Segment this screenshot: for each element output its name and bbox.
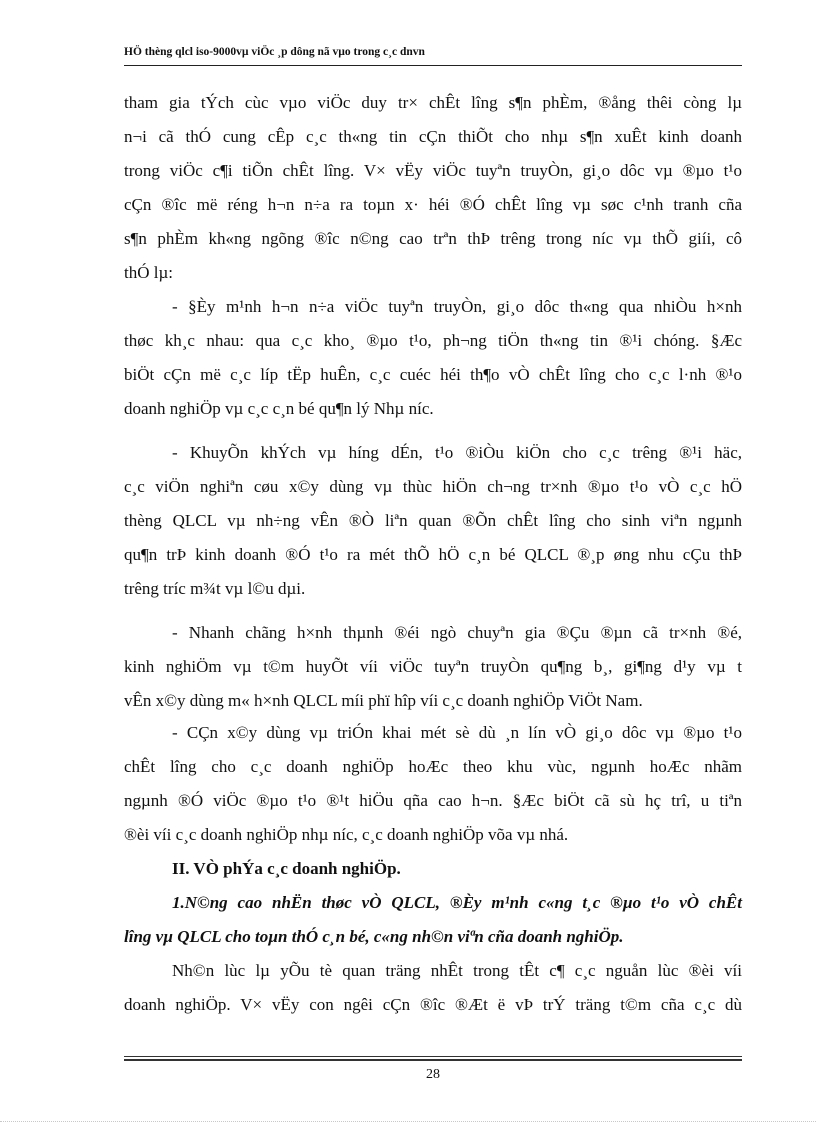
body-line: trong viÖc c¶i tiÕn chÊt lîng. V× vËy viÖc tuyªn truyÒn, gi¸o dôc vµ ®µo t¹o bbox=[124, 161, 742, 180]
bullet-paragraph-start: - CÇn x©y dùng vµ triÓn khai mét sè dù ¸n lín vÒ gi¸o dôc vµ ®µo t¹o bbox=[172, 723, 742, 742]
footer-rule-thick bbox=[124, 1059, 742, 1061]
body-line: biÖt cÇn më c¸c líp tËp huÊn, c¸c cuéc héi th¶o vÒ chÊt lîng cho c¸c l·nh ®¹o bbox=[124, 365, 742, 384]
body-line: chÊt lîng cho c¸c doanh nghiÖp hoÆc theo khu vùc, ngµnh hoÆc nhãm bbox=[124, 757, 742, 776]
page-number: 28 bbox=[426, 1067, 440, 1082]
body-line: trêng tríc m¾t vµ l©u dµi. bbox=[124, 579, 306, 598]
subsection-heading: 1.N©ng cao nhËn thøc vÒ QLCL, ®Èy m¹nh c«ng t¸c ®µo t¹o vÒ chÊt bbox=[172, 893, 742, 912]
paragraph-start: Nh©n lùc lµ yÕu tè quan träng nhÊt trong tÊt c¶ c¸c nguån lùc ®èi víi bbox=[172, 961, 742, 980]
body-line: cÇn ®îc më réng h¬n n÷a ra toµn x· héi ®Ó chÊt lîng vµ søc c¹nh tranh cña bbox=[124, 195, 742, 214]
body-line: s¶n phÈm kh«ng ngõng ®îc n©ng cao trªn thÞ trêng trong níc vµ thÕ giíi, cô bbox=[124, 229, 742, 248]
body-line: ®èi víi c¸c doanh nghiÖp nhµ níc, c¸c doanh nghiÖp võa vµ nhá. bbox=[124, 825, 569, 844]
page-edge-divider bbox=[0, 1121, 816, 1122]
header-rule bbox=[124, 65, 742, 66]
body-line: doanh nghiÖp vµ c¸c c¸n bé qu¶n lý Nhµ níc. bbox=[124, 399, 434, 418]
running-header: HÖ thèng qlcl iso-9000vµ viÖc ¸p dông nã vµo trong c¸c dnvn bbox=[124, 46, 425, 58]
bullet-paragraph-start: - §Èy m¹nh h¬n n÷a viÖc tuyªn truyÒn, gi¸o dôc th«ng qua nhiÒu h×nh bbox=[172, 297, 742, 316]
body-line: c¸c viÖn nghiªn cøu x©y dùng vµ thùc hiÖn ch¬ng tr×nh ®µo t¹o vÒ c¸c hÖ bbox=[124, 477, 742, 496]
body-line: thÓ lµ: bbox=[124, 263, 173, 282]
section-heading: II. VÒ phÝa c¸c doanh nghiÖp. bbox=[172, 859, 401, 878]
bullet-paragraph-start: - Nhanh chãng h×nh thµnh ®éi ngò chuyªn gia ®Çu ®µn cã tr×nh ®é, bbox=[172, 623, 742, 642]
body-line: doanh nghiÖp. V× vËy con ngêi cÇn ®îc ®Æt ë vÞ trÝ träng t©m cña c¸c dù bbox=[124, 995, 742, 1014]
bullet-paragraph-start: - KhuyÕn khÝch vµ híng dÉn, t¹o ®iÒu kiÖn cho c¸c trêng ®¹i häc, bbox=[172, 443, 742, 462]
body-line: qu¶n trÞ kinh doanh ®Ó t¹o ra mét thÕ hÖ c¸n bé QLCL ®¸p øng nhu cÇu thÞ bbox=[124, 545, 742, 564]
body-line: vÊn x©y dùng m« h×nh QLCL míi phï hîp víi c¸c doanh nghiÖp ViÖt Nam. bbox=[124, 691, 643, 710]
body-line: tham gia tÝch cùc vµo viÖc duy tr× chÊt lîng s¶n phÈm, ®ång thêi còng lµ bbox=[124, 93, 742, 112]
footer-rule bbox=[124, 1056, 742, 1057]
body-line: n¬i cã thÓ cung cÊp c¸c th«ng tin cÇn thiÕt cho nhµ s¶n xuÊt kinh doanh bbox=[124, 127, 742, 146]
body-line: ngµnh ®Ó viÖc ®µo t¹o ®¹t hiÖu qña cao h¬n. §Æc biÖt cã sù hç trî, u tiªn bbox=[124, 791, 742, 810]
body-line: kinh nghiÖm vµ t©m huyÕt víi viÖc tuyªn truyÒn qu¶ng b¸, gi¶ng d¹y vµ t bbox=[124, 657, 742, 676]
body-line: thøc kh¸c nhau: qua c¸c kho¸ ®µo t¹o, ph¬ng tiÖn th«ng tin ®¹i chóng. §Æc bbox=[124, 331, 742, 350]
subsection-heading-cont: lîng vµ QLCL cho toµn thÓ c¸n bé, c«ng nh©n viªn cña doanh nghiÖp. bbox=[124, 927, 624, 946]
body-line: thèng QLCL vµ nh÷ng vÊn ®Ò liªn quan ®Õn chÊt lîng cho sinh viªn ngµnh bbox=[124, 511, 742, 530]
